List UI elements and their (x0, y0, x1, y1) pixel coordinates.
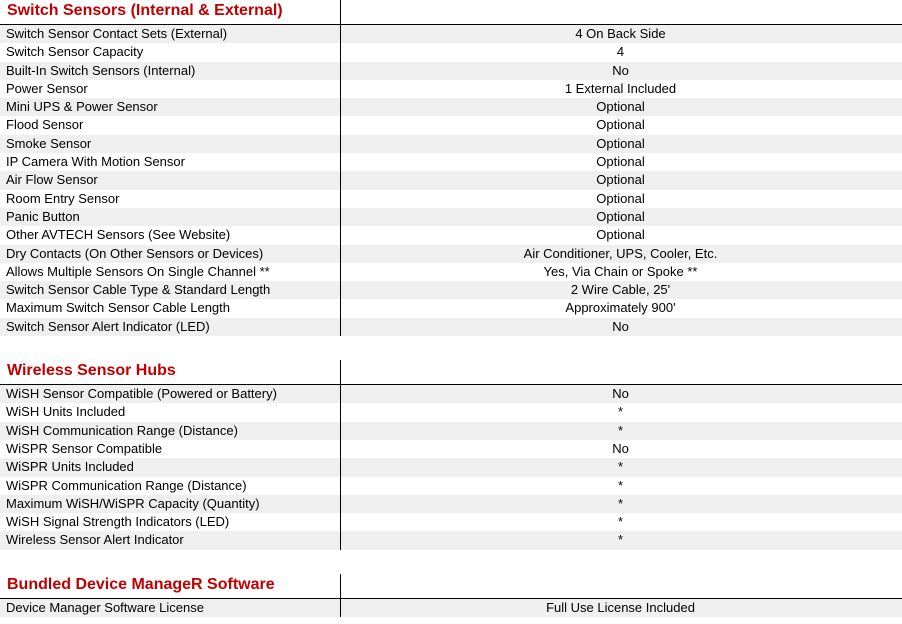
row-value: Approximately 900' (565, 300, 676, 316)
table-row (0, 153, 902, 171)
table-row (0, 98, 902, 116)
section-wireless-sensor-hubs (0, 360, 902, 550)
table-row (0, 116, 902, 134)
row-value: 4 On Back Side (575, 26, 666, 41)
table-row (0, 458, 902, 476)
row-label: Allows Multiple Sensors On Single Channel ** (6, 263, 270, 279)
row-label: Room Entry Sensor (6, 190, 120, 206)
row-label: Maximum Switch Sensor Cable Length (6, 300, 230, 316)
row-value: 4 (616, 44, 625, 60)
row-value: Optional (596, 208, 645, 224)
row-label: Switch Sensor Cable Type & Standard Length (6, 282, 271, 298)
table-row (0, 245, 902, 263)
table-row (0, 318, 902, 336)
row-label: Other AVTECH Sensors (See Website) (6, 227, 231, 243)
row-value: No (612, 440, 629, 456)
row-value: * (617, 459, 624, 475)
row-label: Panic Button (6, 208, 80, 224)
row-label: Switch Sensor Contact Sets (External) (6, 26, 228, 41)
table-row (0, 477, 902, 495)
table-row (0, 531, 902, 549)
section-spacer (0, 550, 902, 574)
column-divider (340, 360, 341, 384)
section-title: Switch Sensors (Internal & External) (7, 2, 283, 19)
section-title: Wireless Sensor Hubs (7, 362, 176, 380)
table-row (0, 299, 902, 317)
row-label: WiSH Communication Range (Distance) (6, 422, 238, 438)
table-row (0, 43, 902, 61)
row-value: 2 Wire Cable, 25' (570, 282, 671, 298)
table-row (0, 190, 902, 208)
row-label: WiSH Sensor Compatible (Powered or Battery) (6, 386, 277, 402)
row-value: * (617, 514, 624, 530)
table-row (0, 226, 902, 244)
row-value: Optional (596, 190, 645, 206)
table-row (0, 513, 902, 531)
row-value: Optional (596, 99, 645, 115)
row-label: WiSPR Sensor Compatible (6, 440, 163, 456)
row-label: Device Manager Software License (6, 599, 204, 615)
row-label: Mini UPS & Power Sensor (6, 99, 158, 115)
row-label: Dry Contacts (On Other Sensors or Devices) (6, 245, 264, 261)
row-value: Air Conditioner, UPS, Cooler, Etc. (523, 245, 718, 261)
row-value: Optional (596, 117, 645, 133)
table-row (0, 62, 902, 80)
table-row (0, 440, 902, 458)
row-value: * (617, 404, 624, 420)
row-value: Optional (596, 172, 645, 188)
table-row (0, 171, 902, 189)
row-value: * (617, 495, 624, 511)
row-value: * (617, 477, 624, 493)
row-label: WiSH Signal Strength Indicators (LED) (6, 514, 230, 530)
row-value: Optional (596, 227, 645, 243)
row-label: Power Sensor (6, 80, 88, 96)
row-value: Optional (596, 154, 645, 170)
table-row (0, 422, 902, 440)
table-row (0, 495, 902, 513)
row-value: Yes, Via Chain or Spoke ** (543, 263, 698, 279)
table-row (0, 385, 902, 403)
row-value: No (612, 62, 629, 78)
row-value: * (617, 532, 624, 548)
row-value: * (617, 422, 624, 438)
row-value: No (612, 318, 629, 334)
row-label: Switch Sensor Alert Indicator (LED) (6, 318, 210, 334)
row-label: Switch Sensor Capacity (6, 44, 144, 60)
section-bundled-software (0, 574, 902, 617)
section-header (0, 0, 902, 25)
section-header (0, 360, 902, 385)
column-divider (340, 0, 341, 24)
table-row (0, 281, 902, 299)
table-row (0, 80, 902, 98)
row-label: WiSPR Units Included (6, 459, 134, 475)
section-header (0, 574, 902, 599)
row-label: Smoke Sensor (6, 135, 92, 151)
row-label: WiSH Units Included (6, 404, 126, 420)
row-label: WiSPR Communication Range (Distance) (6, 477, 247, 493)
row-value: Optional (596, 135, 645, 151)
table-row (0, 25, 902, 43)
row-label: IP Camera With Motion Sensor (6, 154, 185, 170)
table-row (0, 263, 902, 281)
row-label: Built-In Switch Sensors (Internal) (6, 62, 196, 78)
row-value: 1 External Included (564, 80, 677, 96)
table-row (0, 208, 902, 226)
row-value: Full Use License Included (546, 599, 695, 615)
row-label: Maximum WiSH/WiSPR Capacity (Quantity) (6, 495, 260, 511)
table-row (0, 135, 902, 153)
row-label: Wireless Sensor Alert Indicator (6, 532, 184, 548)
section-spacer (0, 336, 902, 360)
row-value: No (612, 386, 629, 402)
section-title: Bundled Device ManageR Software (7, 575, 275, 593)
row-label: Flood Sensor (6, 117, 84, 133)
table-row (0, 403, 902, 421)
table-row (0, 599, 902, 617)
column-divider (340, 574, 341, 598)
row-label: Air Flow Sensor (6, 172, 98, 188)
